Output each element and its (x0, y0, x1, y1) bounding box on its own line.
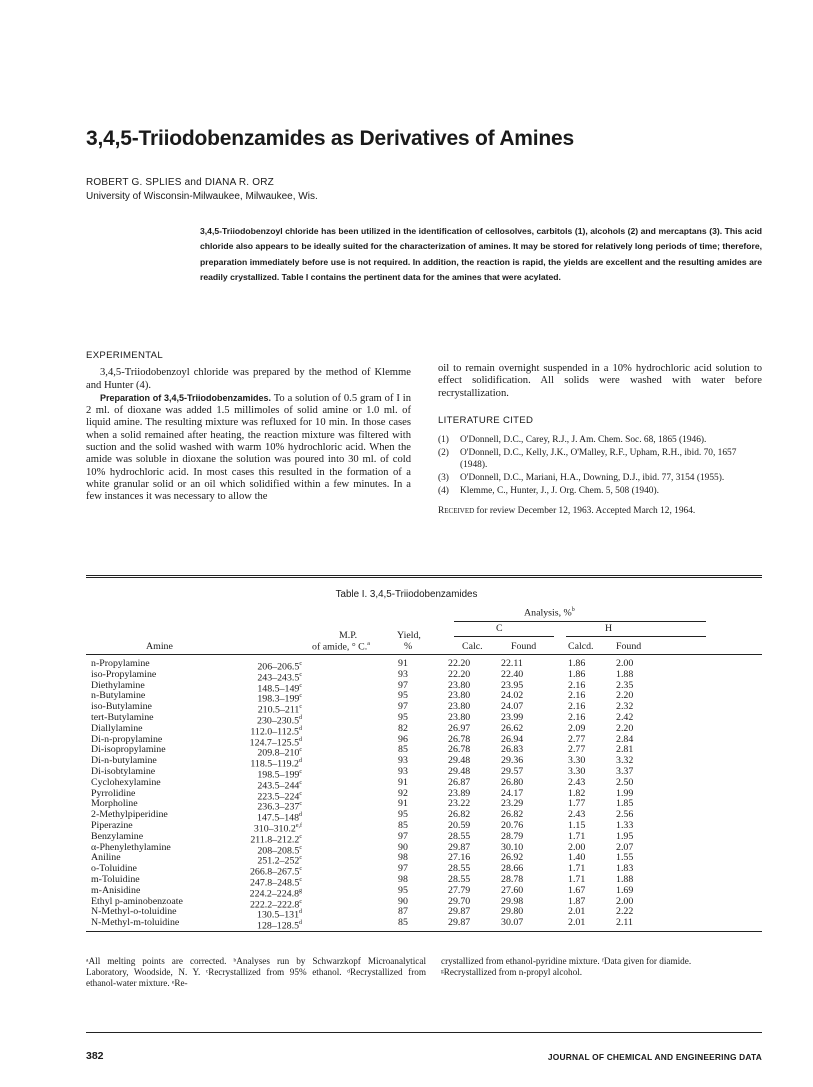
reference-number: (3) (438, 472, 449, 483)
mp-value: 148.5–149 (257, 682, 300, 694)
preparation-text: To a solution of 0.5 gram of I in 2 ml. of dioxane was added 1.5 millimoles of solid amine or 1.0 ml. of liquid amine. The resulting mixture was refluxed for 10 min. In those cases when a solid remained after heating, the reaction mixture was filtered with suction and the solid washed with warm 10% hydrochloric acid. When the amide was soluble in dioxane the solution was poured into 30 ml. of cold 10% hydrochloric acid. In most cases this resulted in the formation of a white granular solid or an oil which solidified within a few minutes. In a few instances it was necessary to allow the (86, 392, 411, 503)
mp-value: 198.5–199 (257, 769, 300, 781)
yield-cell: 95 (398, 712, 408, 723)
journal-name: JOURNAL OF CHEMICAL AND ENGINEERING DATA (547, 1052, 762, 1062)
amine-cell: Di-isobtylamine (91, 766, 156, 777)
yield-cell: 91 (398, 776, 408, 788)
c-calc-cell: 27.79 (448, 884, 471, 896)
h-found-cell: 2.50 (616, 776, 634, 788)
h-found-cell: 1.88 (616, 874, 634, 885)
h-found-cell: 3.32 (616, 755, 634, 767)
table-row (86, 884, 762, 900)
h-found-cell: 3.37 (616, 766, 634, 777)
h-calc-cell: 1.71 (568, 874, 586, 885)
yield-cell: 91 (398, 658, 408, 669)
mp-footnote-mark: d (299, 812, 302, 819)
h-calc-cell: 1.86 (568, 658, 586, 669)
c-found-cell: 24.17 (501, 787, 524, 799)
table-top-rule-2 (86, 577, 762, 578)
c-found-cell: 29.80 (501, 906, 524, 918)
h-calc-cell: 1.77 (568, 798, 586, 810)
mp-value: 266.8–267.5 (249, 866, 300, 878)
mp-header-1: M.P. (339, 630, 358, 641)
yield-cell: 87 (398, 906, 408, 918)
table-row (86, 776, 762, 792)
yield-cell: 95 (398, 884, 408, 896)
amine-cell: 2-Methylpiperidine (91, 809, 168, 821)
h-found-cell: 1.33 (616, 820, 634, 831)
table-row (86, 701, 762, 716)
h-calc-cell: 3.30 (568, 755, 586, 767)
mp-value: 224.2–224.8 (249, 888, 299, 900)
mp-value: 209.8–210 (257, 747, 300, 759)
page-bottom-rule (86, 1032, 762, 1033)
experimental-continued: oil to remain overnight suspended in a 10% hydrochloric acid solution to effect solidification. All solids were washed with water before recrystallization. (438, 363, 762, 399)
h-found-cell: 2.35 (616, 679, 634, 691)
table-row (86, 658, 762, 673)
received-label: Received (438, 506, 475, 517)
amine-cell: Diallylamine (91, 722, 143, 734)
reference-number: (4) (438, 486, 449, 496)
received-note (438, 505, 762, 517)
c-calc-cell: 28.55 (448, 874, 471, 885)
c-found-cell: 27.60 (501, 884, 524, 896)
yield-header-1: Yield, (397, 630, 421, 641)
table-row (86, 820, 762, 835)
mp-footnote-mark: c (299, 866, 302, 873)
yield-cell: 97 (398, 830, 408, 842)
h-found-cell: 2.84 (616, 733, 634, 745)
c-rule (454, 636, 554, 637)
c-calc-cell: 26.82 (448, 809, 471, 821)
mp-value: 147.5–148 (257, 812, 299, 824)
amine-cell: n-Butylamine (91, 690, 146, 702)
amine-cell: iso-Propylamine (91, 668, 157, 680)
yield-cell: 90 (398, 841, 408, 853)
mp-footnote-mark: c (299, 769, 302, 775)
c-calc-cell: 23.80 (448, 690, 471, 702)
c-calc-cell: 26.87 (448, 776, 471, 788)
received-text: for review December 12, 1963. Accepted March 12, 1964. (476, 506, 696, 517)
h-calc-cell: 2.43 (568, 809, 586, 821)
h-found-cell: 1.69 (616, 884, 634, 896)
reference-number: (2) (438, 448, 449, 459)
c-calc-cell: 22.20 (448, 658, 471, 669)
mp-footnote-mark: c (299, 671, 302, 678)
abstract: 3,4,5-Triiodobenzoyl chloride has been utilized in the identification of cellosolves, carbitols (1), alcohols (2) and mercaptans (3). This acid chloride also appears to be ideally suited for the characterization of amines. It may be stored for relatively long periods of time; therefore, preparation immediately before use is not required. In addition, the reaction is rapid, the yields are excellent and the resulting amides are readily crystallized. Table I contains the pertinent data for the amines that were acylated. (200, 226, 762, 282)
yield-cell: 85 (398, 820, 408, 831)
c-found-cell: 26.80 (501, 776, 524, 788)
h-calc-cell: 1.67 (568, 884, 586, 896)
footnote-right-1: crystallized from ethanol-pyridine mixture. ᶠData given for diamide. (441, 956, 692, 966)
c-calc-header: Calc. (462, 641, 483, 652)
h-found-cell: 2.81 (616, 744, 634, 756)
mp-value: 128–128.5 (257, 920, 299, 932)
h-found-cell: 2.20 (616, 722, 634, 734)
analysis-note: b (571, 607, 575, 613)
mp-footnote-mark: d (299, 909, 302, 916)
yield-cell: 97 (398, 679, 408, 691)
mp-footnote-mark: e,f (295, 823, 302, 829)
mp-footnote-mark: g (299, 887, 302, 894)
h-found-cell: 1.88 (616, 668, 634, 680)
c-found-cell: 23.29 (501, 798, 524, 810)
mp-value: 223.5–224 (257, 790, 300, 802)
h-calc-cell: 2.16 (568, 679, 586, 691)
mp-header-2 (312, 641, 370, 652)
authors: ROBERT G. SPLIES and DIANA R. ORZ (86, 177, 274, 188)
mp-value: 251.2–252 (257, 855, 300, 867)
h-found-cell: 2.00 (616, 658, 634, 669)
c-calc-cell: 23.80 (448, 712, 471, 723)
c-found-cell: 24.07 (501, 701, 524, 713)
h-calc-cell: 2.01 (568, 906, 586, 918)
c-calc-cell: 26.78 (448, 733, 471, 745)
h-found-cell: 1.83 (616, 863, 634, 875)
reference-item (438, 486, 762, 497)
table-row (86, 722, 762, 738)
h-calc-cell: 1.15 (568, 820, 586, 831)
table-row (86, 897, 762, 908)
amine-cell: Di-n-butylamine (91, 755, 157, 767)
amine-cell: Cyclohexylamine (91, 776, 161, 788)
h-calc-cell: 1.71 (568, 830, 586, 842)
h-rule (566, 636, 706, 637)
h-calc-cell: 2.09 (568, 722, 586, 734)
table-bottom-rule (86, 931, 762, 932)
mp-value: 198.3–199 (257, 693, 300, 705)
amine-cell: iso-Butylamine (91, 701, 152, 713)
mp-value: 118.5–119.2 (250, 758, 299, 770)
amine-cell: Pyrrolidine (91, 787, 136, 799)
c-found-cell: 22.11 (501, 658, 523, 669)
h-calc-cell: 2.16 (568, 690, 586, 702)
mp-footnote-mark: c (299, 704, 302, 711)
amine-cell: Ethyl p-aminobenzoate (91, 895, 183, 907)
mp-footnote-mark: c (299, 779, 302, 786)
table-row (86, 668, 762, 684)
yield-header-2: % (404, 641, 413, 652)
h-found-cell: 2.42 (616, 712, 634, 723)
amine-cell: N-Methyl-m-toluidine (91, 917, 180, 929)
c-calc-cell: 29.48 (448, 755, 471, 767)
c-found-cell: 26.92 (501, 852, 524, 864)
mp-header-2-text: of amide, ° C. (312, 641, 368, 653)
c-found-cell: 28.66 (501, 863, 524, 875)
mp-footnote-mark: c (299, 661, 302, 667)
c-found-cell: 22.40 (501, 668, 524, 680)
amine-cell: Benzylamine (91, 830, 144, 842)
h-header: H (605, 623, 613, 634)
yield-cell: 93 (398, 766, 408, 777)
h-calc-cell: 3.30 (568, 766, 586, 777)
amine-cell: Piperazine (91, 820, 133, 831)
h-calc-cell: 2.43 (568, 776, 586, 788)
affiliation: University of Wisconsin-Milwaukee, Milwaukee, Wis. (86, 191, 318, 202)
mp-note: a (367, 641, 370, 647)
mp-footnote-mark: d (299, 920, 302, 927)
mp-footnote-mark: c (299, 790, 302, 797)
c-calc-cell: 23.22 (448, 798, 471, 810)
amine-cell: Diethylamine (91, 679, 145, 691)
experimental-para-2 (86, 392, 411, 504)
amine-cell: α-Phenylethylamine (91, 841, 171, 853)
c-found-cell: 29.98 (501, 895, 524, 907)
mp-value: 230–230.5 (257, 715, 299, 727)
amine-cell: n-Propylamine (91, 658, 150, 669)
amine-cell: Di-n-propylamine (91, 733, 163, 745)
page-number: 382 (86, 1050, 104, 1062)
table-row (86, 917, 762, 932)
c-found-cell: 24.02 (501, 690, 524, 702)
yield-cell: 91 (398, 798, 408, 810)
h-calc-cell: 2.77 (568, 733, 586, 745)
mp-value: 206–206.5 (257, 661, 300, 673)
yield-cell: 85 (398, 917, 408, 929)
c-found-cell: 23.99 (501, 712, 524, 723)
mp-footnote-mark: c (299, 855, 302, 862)
analysis-header-text: Analysis, % (524, 607, 572, 619)
table-row (86, 681, 762, 692)
mp-footnote-mark: c (299, 747, 302, 754)
table-row (86, 874, 762, 889)
c-calc-cell: 29.70 (448, 895, 471, 907)
table-row (86, 830, 762, 846)
c-calc-cell: 20.59 (448, 820, 471, 831)
table-row (86, 852, 762, 867)
c-calc-cell: 29.87 (448, 906, 471, 918)
c-calc-cell: 28.55 (448, 863, 471, 875)
mp-value: 124.7–125.5 (249, 736, 299, 748)
table-row (86, 809, 762, 824)
mp-value: 310–310.2 (253, 823, 296, 835)
footnote-right-2: ᵍRecrystallized from n-propyl alcohol. (441, 967, 583, 977)
reference-item (438, 473, 762, 484)
h-found-cell: 2.11 (616, 917, 633, 929)
yield-cell: 98 (398, 874, 408, 885)
reference-text: O'Donnell, D.C., Carey, R.J., J. Am. Chem. Soc. 68, 1865 (1946). (460, 435, 707, 446)
c-calc-cell: 22.20 (448, 668, 471, 680)
amine-header: Amine (146, 641, 173, 652)
mp-value: 247.8–248.5 (249, 877, 300, 889)
literature-heading: LITERATURE CITED (438, 414, 534, 426)
mp-value: 236.3–237 (257, 801, 300, 813)
h-calc-cell: 2.00 (568, 841, 586, 853)
article-title: 3,4,5-Triiodobenzamides as Derivatives of Amines (86, 127, 574, 150)
yield-cell: 85 (398, 744, 408, 756)
table-row (86, 789, 762, 800)
h-calc-cell: 2.01 (568, 917, 586, 929)
reference-item (438, 448, 762, 470)
yield-cell: 93 (398, 668, 408, 680)
c-found-cell: 20.76 (501, 820, 524, 831)
left-column (86, 350, 411, 504)
yield-cell: 98 (398, 852, 408, 864)
h-calc-cell: 1.86 (568, 668, 586, 680)
c-found-cell: 26.94 (501, 733, 524, 745)
h-found-cell: 1.85 (616, 798, 634, 810)
c-calc-cell: 23.80 (448, 679, 471, 691)
c-found-cell: 30.10 (501, 841, 524, 853)
h-found-cell: 1.99 (616, 787, 634, 799)
h-found-cell: 2.32 (616, 701, 634, 713)
table-caption: Table I. 3,4,5-Triiodobenzamides (335, 589, 478, 600)
c-calc-cell: 29.87 (448, 917, 471, 929)
mp-footnote-mark: d (299, 725, 302, 732)
c-calc-cell: 23.89 (448, 787, 471, 799)
h-found-cell: 2.22 (616, 906, 634, 918)
table-row (86, 906, 762, 921)
c-found-header: Found (511, 641, 537, 652)
preparation-heading: Preparation of 3,4,5-Triiodobenzamides. (100, 392, 271, 403)
amine-cell: m-Anisidine (91, 884, 141, 896)
analysis-header (524, 607, 575, 618)
c-found-cell: 26.82 (501, 809, 524, 821)
c-found-cell: 29.36 (501, 755, 524, 767)
mp-footnote-mark: c (299, 833, 302, 840)
analysis-rule (454, 621, 706, 622)
h-found-cell: 1.55 (616, 852, 634, 864)
mp-footnote-mark: d (299, 736, 302, 743)
amine-cell: tert-Butylamine (91, 712, 154, 723)
table-row (86, 843, 762, 854)
yield-cell: 97 (398, 863, 408, 875)
reference-text: O'Donnell, D.C., Mariani, H.A., Downing, D.J., ibid. 77, 3154 (1955). (460, 472, 725, 483)
c-calc-cell: 27.16 (448, 852, 471, 864)
mp-value: 211.8–212.2 (250, 834, 300, 846)
mp-value: 222.2–222.8 (249, 898, 300, 910)
table-row (86, 863, 762, 878)
table-top-rule (86, 575, 762, 576)
mp-footnote-mark: c (299, 877, 302, 883)
yield-cell: 95 (398, 809, 408, 821)
h-found-cell: 2.20 (616, 690, 634, 702)
table-row (86, 735, 762, 746)
c-found-cell: 26.83 (501, 744, 524, 756)
mp-value: 208–208.5 (257, 844, 300, 856)
reference-item (438, 435, 762, 446)
h-calc-cell: 1.40 (568, 852, 586, 864)
mp-footnote-mark: c (299, 898, 302, 905)
mp-value: 243–243.5 (257, 672, 300, 684)
yield-cell: 93 (398, 755, 408, 767)
mp-footnote-mark: d (299, 758, 302, 765)
h-found-header: Found (616, 641, 642, 652)
h-found-cell: 1.95 (616, 830, 634, 842)
c-found-cell: 29.57 (501, 766, 524, 777)
table-row (86, 755, 762, 770)
mp-value: 210.5–211 (257, 704, 300, 716)
amine-cell: N-Methyl-o-toluidine (91, 906, 177, 918)
c-found-cell: 30.07 (501, 917, 524, 929)
c-calc-cell: 26.78 (448, 744, 471, 756)
table-row (86, 712, 762, 727)
mp-footnote-mark: c (299, 693, 302, 700)
c-calc-cell: 29.48 (448, 766, 471, 777)
h-found-cell: 2.07 (616, 841, 634, 853)
h-calc-cell: 2.16 (568, 701, 586, 713)
mp-value: 243.5–244 (257, 780, 300, 792)
table-row (86, 690, 762, 705)
yield-cell: 82 (398, 722, 408, 734)
mp-footnote-mark: c (299, 682, 302, 689)
c-found-cell: 26.62 (501, 722, 524, 734)
yield-cell: 96 (398, 733, 408, 745)
table-footnotes-left: ᵃAll melting points are corrected. ᵇAnalyses run by Schwarzkopf Microanalytical Laboratory, Woodside, N. Y. ᶜRecrystallized from 95% ethanol. ᵈRecrystallized from ethanol-water mixture. ᵉRe- (86, 956, 426, 988)
table-row (86, 766, 762, 781)
c-found-cell: 28.78 (501, 874, 524, 885)
yield-cell: 95 (398, 690, 408, 702)
h-calc-cell: 1.87 (568, 895, 586, 907)
h-found-cell: 2.56 (616, 809, 634, 821)
mp-footnote-mark: d (299, 715, 302, 721)
right-column (438, 363, 762, 518)
yield-cell: 92 (398, 787, 408, 799)
reference-number: (1) (438, 435, 449, 446)
table-row (86, 798, 762, 813)
h-calc-cell: 2.77 (568, 744, 586, 756)
amine-cell: Aniline (91, 852, 121, 864)
header-bottom-rule (86, 654, 762, 655)
amine-cell: Morpholine (91, 798, 138, 810)
c-calc-cell: 26.97 (448, 722, 471, 734)
c-calc-cell: 23.80 (448, 701, 471, 713)
c-calc-cell: 29.87 (448, 841, 471, 853)
c-found-cell: 28.79 (501, 830, 524, 842)
experimental-para-1: 3,4,5-Triiodobenzoyl chloride was prepared by the method of Klemme and Hunter (4). (86, 367, 411, 391)
h-found-cell: 2.00 (616, 895, 634, 907)
experimental-heading: EXPERIMENTAL (86, 350, 163, 361)
table-row (86, 744, 762, 759)
mp-cell (257, 918, 302, 932)
reference-text: O'Donnell, D.C., Kelly, J.K., O'Malley, R.F., Upham, R.H., ibid. 70, 1657 (1948). (460, 448, 737, 470)
amine-cell: Di-isopropylamine (91, 744, 166, 756)
h-calc-header: Calcd. (568, 641, 594, 652)
mp-value: 130.5–131 (257, 909, 299, 921)
c-calc-cell: 28.55 (448, 830, 471, 842)
reference-list (438, 435, 762, 497)
table-footnotes-right (441, 956, 763, 978)
yield-cell: 97 (398, 701, 408, 713)
h-calc-cell: 2.16 (568, 712, 586, 723)
c-found-cell: 23.95 (501, 679, 524, 691)
amine-cell: o-Toluidine (91, 863, 137, 875)
h-calc-cell: 1.71 (568, 863, 586, 875)
reference-text: Klemme, C., Hunter, J., J. Org. Chem. 5, 508 (1940). (460, 486, 659, 496)
yield-cell: 90 (398, 895, 408, 907)
c-header: C (496, 623, 503, 634)
mp-footnote-mark: c (299, 801, 302, 808)
h-calc-cell: 1.82 (568, 787, 586, 799)
amine-cell: m-Toluidine (91, 874, 140, 885)
mp-value: 112.0–112.5 (250, 726, 299, 738)
mp-footnote-mark: c (299, 844, 302, 851)
